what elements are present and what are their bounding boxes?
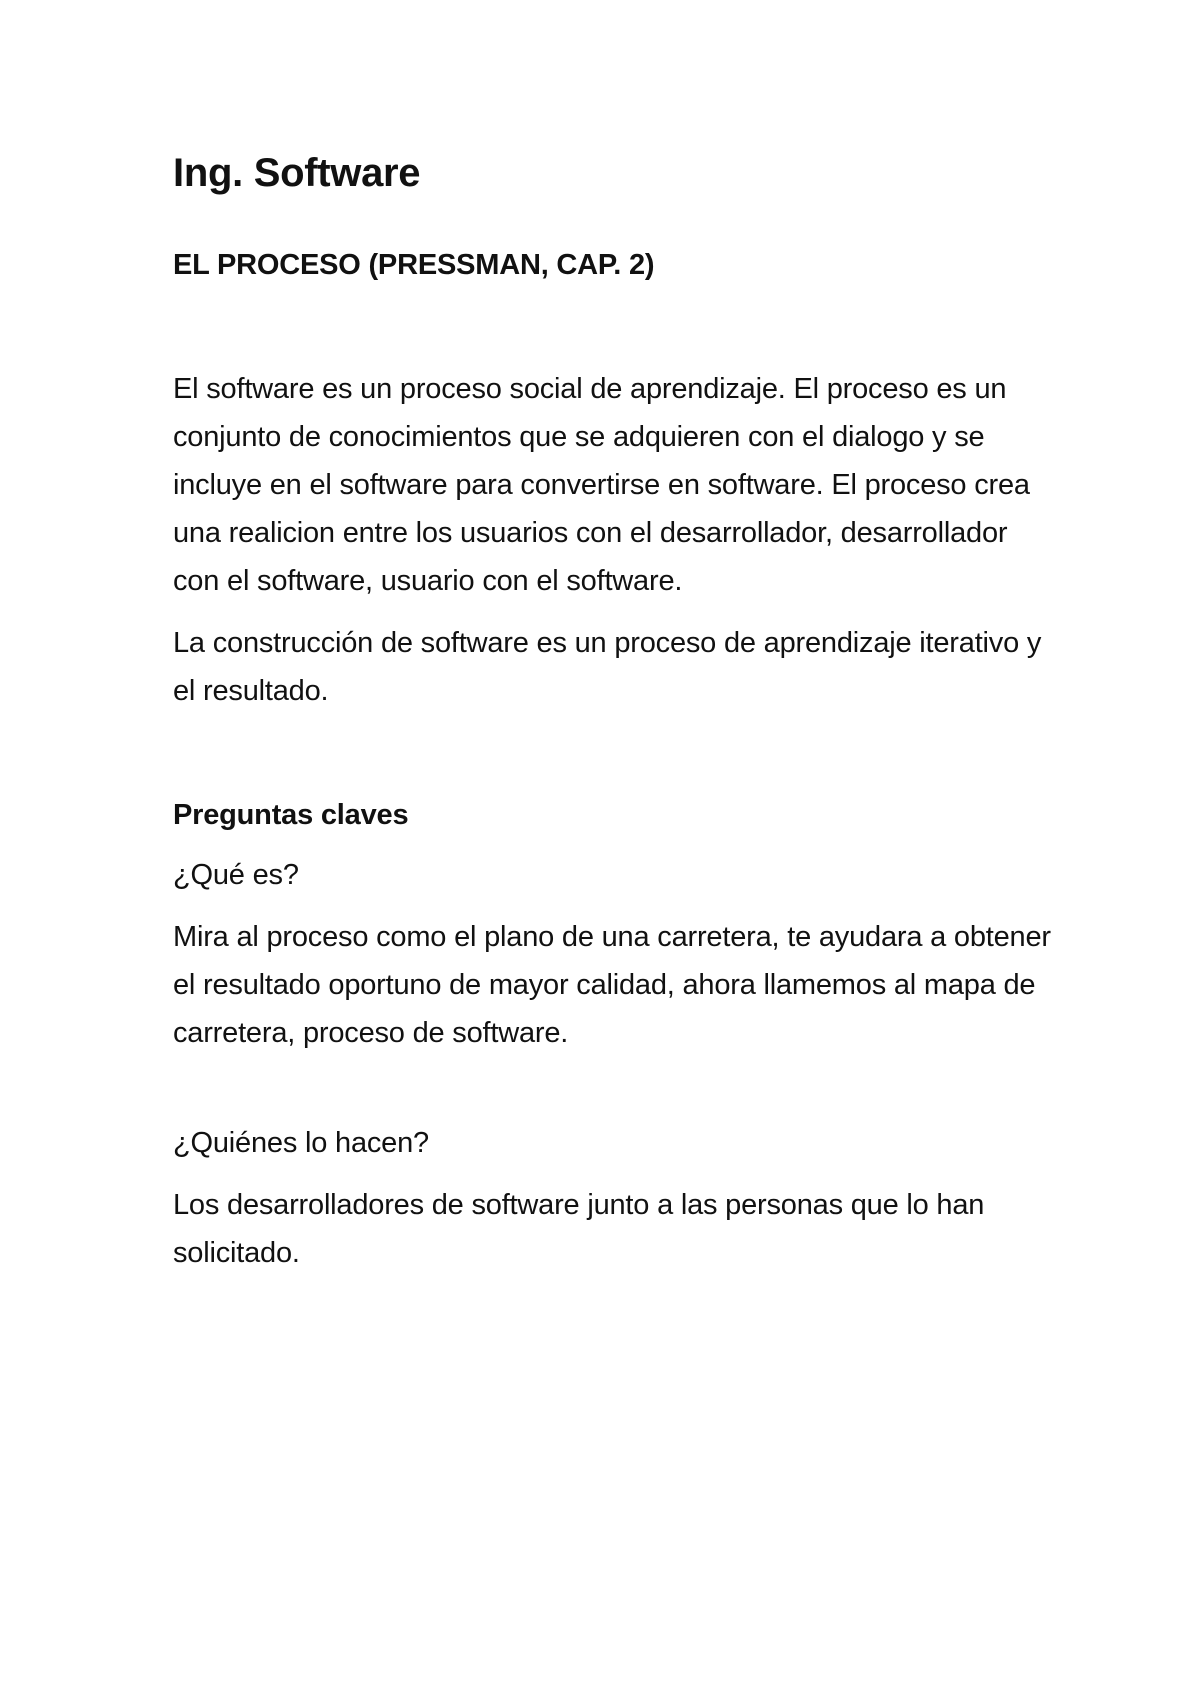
document-content xyxy=(173,145,1053,1277)
chapter-subtitle: EL PROCESO (PRESSMAN, CAP. 2) xyxy=(173,249,655,281)
question-1: ¿Qué es? xyxy=(173,859,299,891)
answer-2: Los desarrolladores de software junto a las personas que lo han solicitado. xyxy=(173,1189,985,1269)
question-2: ¿Quiénes lo hacen? xyxy=(173,1127,429,1159)
section-heading-preguntas: Preguntas claves xyxy=(173,799,409,831)
intro-paragraph-1: El software es un proceso social de aprendizaje. El proceso es un conjunto de conocimientos que se adquieren con el dialogo y se incluye en el software para convertirse en software. El proceso crea una realicion entre los usuarios con el desarrollador, desarrollador con el software, usuario con el software. xyxy=(173,373,1030,597)
intro-paragraph-2: La construcción de software es un proceso de aprendizaje iterativo y el resultado. xyxy=(173,627,1042,707)
document-title: Ing. Software xyxy=(173,151,421,195)
answer-1: Mira al proceso como el plano de una carretera, te ayudara a obtener el resultado oportuno de mayor calidad, ahora llamemos al mapa de carretera, proceso de software. xyxy=(173,921,1051,1049)
